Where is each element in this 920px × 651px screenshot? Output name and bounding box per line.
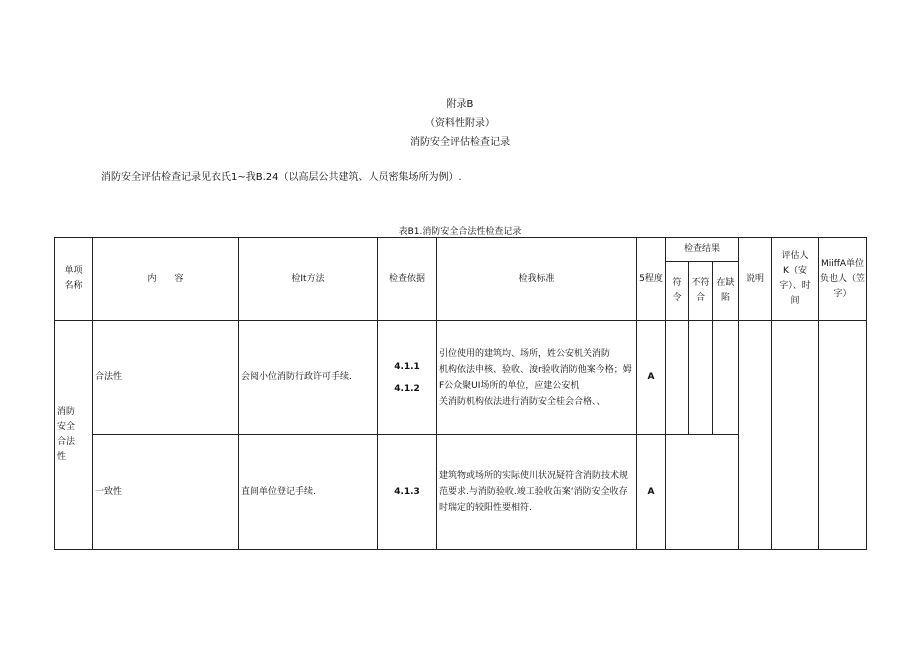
header-conform: 符 令 <box>666 262 689 321</box>
row-basis: 4.1.1 4.1.2 <box>378 321 437 435</box>
row-remark-cell <box>739 321 772 550</box>
row-degree: A <box>637 321 666 435</box>
header-assessor: 评估人 K（安 字）、时 间 <box>772 238 819 321</box>
table-row <box>55 321 867 435</box>
header-result: 检查结果 <box>666 238 739 262</box>
row-unit-person-cell <box>819 321 867 550</box>
row-assessor-cell <box>772 321 819 550</box>
header-row <box>55 238 867 262</box>
row-basis: 4.1.3 <box>378 435 437 550</box>
row-content: 一致性 <box>93 435 239 550</box>
group-name-cell: 消防 安全 合法 性 <box>55 321 93 550</box>
header-nonconform: 不符 合 <box>689 262 713 321</box>
row-nonconform-cell <box>689 321 713 435</box>
row-standard: 建筑物或场所的实际使川状况疑符含消防技术规 范要求.与消防验收.竣工验收缶案‘消防安全收存 时瑞定的较阳性要相符. <box>437 435 637 550</box>
header-method: 检It方法 <box>239 238 378 321</box>
header-defect: 在缺 陷 <box>713 262 739 321</box>
header-degree: 5程度 <box>637 238 666 321</box>
table-caption: 表B1.消防安全合法性检查记录 <box>398 227 522 237</box>
row-conform-cell <box>666 321 689 435</box>
header-unit-person: MiiffA单位 负也人（笠 字） <box>819 238 867 321</box>
appendix-note: （资料性附录） <box>425 118 495 129</box>
header-content: 内 容 <box>93 238 239 321</box>
row-defect-cell <box>713 321 739 435</box>
header-remark: 说明 <box>739 238 772 321</box>
appendix-label: 附录B <box>446 99 474 110</box>
row-degree: A <box>637 435 666 550</box>
header-item-name: 单项 名称 <box>55 238 93 321</box>
row-result-cell <box>666 435 739 550</box>
row-method: 会阅小位消防行政许可手续. <box>239 321 378 435</box>
row-standard: 引位使用的建筑均、场所，姓公安机关消防 机构依法申核、验收、浚r验收消防他案今格；姆 F公众聚UI场所的单位，应建公安机 关消防机构依法进行消防安全桂会合格、、 <box>437 321 637 435</box>
row-content: 合法性 <box>93 321 239 435</box>
legality-check-table <box>54 237 867 550</box>
document-title: 消防安全评估检查记录 <box>410 137 510 148</box>
intro-text: 消防安全评估检查记录见衣氏1~我B.24（以高层公共建筑、人员密集场所为例）. <box>101 172 462 183</box>
header-standard: 检我标准 <box>437 238 637 321</box>
row-method: 直间单位登记手续. <box>239 435 378 550</box>
header-basis: 检查依据 <box>378 238 437 321</box>
